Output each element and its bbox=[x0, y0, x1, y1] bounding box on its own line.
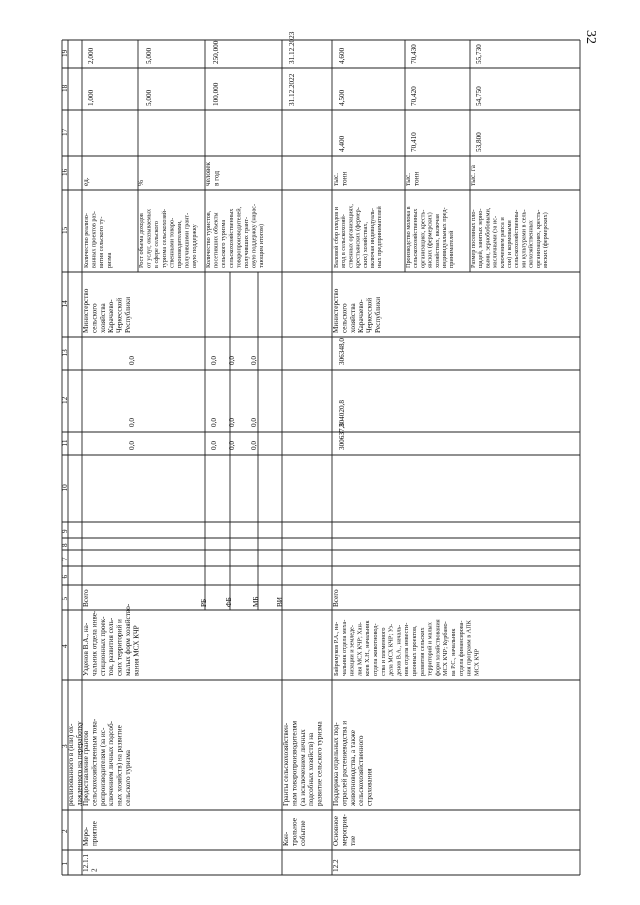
indicator-text: щадей, занятых зерно- bbox=[477, 208, 485, 268]
funding-source: РБ bbox=[200, 598, 208, 607]
row-number: 2 bbox=[90, 868, 99, 872]
column-number: 13 bbox=[61, 349, 69, 357]
value-c11: 0,0 bbox=[228, 441, 236, 450]
indicator-c19: 250,000 bbox=[212, 40, 220, 64]
indicator-text: получившими грант- bbox=[183, 212, 191, 268]
executor: сельского bbox=[90, 303, 99, 333]
row-number: 12.1.1 bbox=[82, 854, 90, 872]
measure-name: сельскохозяйственным това- bbox=[90, 718, 99, 806]
value-c12: 0,0 bbox=[128, 418, 136, 427]
column-number: 16 bbox=[61, 168, 69, 176]
indicator-text: от услуг, оказываемых bbox=[145, 208, 153, 268]
responsible-person: коев Х.Н., начальник bbox=[364, 620, 372, 676]
control-event-date: 31.12.2022 bbox=[288, 73, 296, 106]
indicator-text: янских (фермерских) bbox=[542, 212, 549, 268]
indicator-text: ключением рапса и bbox=[498, 217, 506, 268]
indicator-text: масличными (за ис- bbox=[491, 215, 499, 268]
executor: хозяйства bbox=[348, 303, 357, 333]
indicator-unit: в год bbox=[212, 170, 221, 186]
executor: Черкесской bbox=[115, 297, 124, 333]
funding-source: ФБ bbox=[225, 597, 233, 607]
indicator-text: выми, зернобобовыми, bbox=[484, 207, 492, 268]
column-number: 4 bbox=[61, 644, 69, 648]
executor: хозяйства bbox=[98, 303, 107, 333]
control-event-name: Гранты сельскохозяйствен- bbox=[282, 722, 290, 806]
responsible-person: ства и племенного bbox=[379, 627, 387, 676]
indicator-text: Рост объема доходов bbox=[138, 213, 145, 268]
indicator-text: сельскохозяйственны- bbox=[513, 209, 521, 268]
indicator-c18: 54,750 bbox=[475, 86, 483, 106]
indicator-text: ских) хозяйствах, bbox=[361, 222, 369, 268]
indicator-text: ризма bbox=[105, 252, 113, 268]
indicator-text: овую поддержку bbox=[191, 224, 199, 268]
column-number: 10 bbox=[61, 484, 69, 492]
value-c13: 0,0 bbox=[228, 356, 236, 365]
value-c11: 0,0 bbox=[210, 441, 218, 450]
control-event-name: (за исключением личных bbox=[298, 729, 307, 806]
indicator-text: крестьянских (фермер- bbox=[354, 207, 362, 268]
indicator-text: Размер посевных пло- bbox=[470, 209, 477, 268]
funding-source: МБ bbox=[252, 596, 260, 607]
indicator-text: организациях, кресть- bbox=[534, 209, 542, 268]
responsible-person: отдела финансирова- bbox=[457, 620, 465, 676]
row-type: мероприя- bbox=[340, 814, 349, 846]
indicator-text: сельскохозяйственных bbox=[227, 208, 235, 268]
indicator-c17: 70,410 bbox=[410, 132, 418, 152]
indicator-text: включая индивидуаль- bbox=[369, 208, 376, 268]
responsible-person: МСХ КЧР; Курбано- bbox=[442, 621, 450, 676]
indicator-unit: ед. bbox=[82, 177, 90, 186]
responsible-person: МСХ КЧР bbox=[473, 649, 481, 676]
executor: Министерство bbox=[332, 288, 340, 333]
responsible-person: малых форм хозяйство- bbox=[124, 603, 132, 676]
indicator-c17: 4,400 bbox=[338, 135, 346, 152]
indicator-c18: 4,500 bbox=[338, 89, 346, 106]
executor: Карачаево- bbox=[357, 299, 366, 333]
column-number: 5 bbox=[61, 596, 69, 601]
responsible-person: ва Р.С., начальник bbox=[450, 628, 457, 676]
indicator-c19: 5,000 bbox=[145, 47, 153, 64]
indicator-unit: тонн bbox=[412, 171, 421, 186]
indicator-c18: 100,000 bbox=[212, 82, 220, 106]
indicator-text: ственных организациях, bbox=[347, 204, 355, 268]
measure-name: ных хозяйств) на развитие bbox=[115, 725, 124, 806]
indicator-c19: 55,730 bbox=[475, 44, 483, 64]
indicator-text: янских (фермерских) bbox=[426, 212, 434, 268]
value-c12: 0,0 bbox=[250, 418, 258, 427]
indicator-text: сельскохозяйственных bbox=[412, 208, 420, 268]
indicator-text: организациях, кресть- bbox=[419, 209, 427, 268]
column-number: 17 bbox=[61, 128, 69, 136]
indicator-unit: тыс. га bbox=[469, 165, 477, 186]
indicator-c17: 53,800 bbox=[475, 132, 483, 152]
indicator-text: Количество туристов, bbox=[205, 210, 212, 268]
indicator-text: принимателей bbox=[448, 230, 456, 268]
indicator-text: Производство молока в bbox=[405, 206, 412, 268]
indicator-text: индивидуальных пред- bbox=[441, 207, 448, 268]
funding-source: Всего bbox=[82, 589, 90, 607]
control-event-type: трольное bbox=[290, 818, 299, 846]
responsible-person: стиционных проек- bbox=[98, 616, 107, 676]
measure-name: сельскохозяйственного bbox=[357, 735, 366, 806]
indicator-c19: 2,000 bbox=[87, 47, 95, 64]
value-c13: 0,0 bbox=[250, 356, 258, 365]
responsible-person: ник отдела инвести- bbox=[403, 622, 411, 676]
row-type: Меро- bbox=[82, 826, 90, 846]
indicator-c19: 70,430 bbox=[410, 44, 418, 64]
indicator-text: ственными товаро- bbox=[168, 217, 176, 268]
row-type: тие bbox=[348, 835, 357, 846]
column-number: 1 bbox=[61, 861, 69, 866]
indicator-text: в сфере сельского bbox=[153, 221, 161, 268]
responsible-person: Узденов В.А., на- bbox=[82, 622, 90, 676]
executor: Республики bbox=[124, 296, 132, 333]
funding-source: ВИ bbox=[276, 597, 284, 607]
responsible-person: чальник отдела меха- bbox=[340, 619, 348, 676]
responsible-person: форм хозяйствования bbox=[434, 619, 442, 676]
responsible-person: развития сельских bbox=[418, 627, 426, 676]
value-c11: 300637,8 bbox=[338, 423, 346, 450]
indicator-c18: 5,000 bbox=[145, 89, 153, 106]
responsible-person: отдела животновод- bbox=[372, 623, 379, 676]
header-cell-text: лажденного на переработку bbox=[75, 721, 84, 806]
executor: Министерство bbox=[82, 288, 90, 333]
column-number: 9 bbox=[61, 529, 69, 533]
responsible-person: вания МСХ КЧР bbox=[132, 625, 141, 676]
value-c11: 0,0 bbox=[250, 441, 258, 450]
indicator-unit: тыс. bbox=[404, 173, 412, 186]
responsible-person: территорий и малых bbox=[426, 622, 434, 676]
indicator-text: Количество реализо- bbox=[83, 213, 90, 268]
indicator-text: сельского туризма bbox=[220, 219, 228, 268]
indicator-text: сои) и кормовыми bbox=[506, 220, 513, 268]
responsible-person: ских территорий и bbox=[115, 619, 124, 676]
column-number: 14 bbox=[61, 300, 69, 308]
control-event-name: подсобных хозяйств) на bbox=[307, 732, 316, 806]
value-c13: 0,0 bbox=[210, 356, 218, 365]
column-number: 2 bbox=[61, 829, 69, 833]
indicator-text: туризма сельскохозяй- bbox=[160, 208, 168, 268]
responsible-person: денов В.А., началь- bbox=[395, 624, 403, 676]
control-event-date: 31.12.2023 bbox=[288, 31, 296, 64]
indicator-text: посетивших объекты bbox=[212, 212, 220, 268]
measure-name: Предоставление грантов bbox=[82, 730, 90, 806]
column-number: 8 bbox=[61, 543, 69, 547]
measure-name: ключением личных подсоб- bbox=[107, 720, 116, 806]
column-number: 19 bbox=[61, 49, 69, 57]
responsible-person: Байрамуков Р.А., на- bbox=[333, 621, 340, 676]
value-c13: 0,0 bbox=[128, 356, 136, 365]
responsible-person: чальник отдела инве- bbox=[90, 610, 99, 676]
indicator-text: ягод в сельскохозяй- bbox=[340, 214, 348, 268]
column-number: 12 bbox=[61, 396, 69, 404]
measure-name: животноводства, а также bbox=[348, 730, 357, 806]
indicator-unit: человек bbox=[204, 161, 212, 186]
indicator-text: ных предпринимателей bbox=[376, 206, 384, 268]
control-event-name: развитие сельского туризма bbox=[315, 721, 324, 806]
executor: Карачаево- bbox=[107, 299, 116, 333]
indicator-c18: 70,420 bbox=[410, 86, 418, 106]
table-text bbox=[61, 31, 549, 872]
row-number: 12.2 bbox=[332, 859, 340, 872]
indicator-text: Валовой сбор плодов и bbox=[333, 207, 340, 268]
value-c12: 0,0 bbox=[210, 418, 218, 427]
value-c12: 304020,8 bbox=[338, 400, 346, 427]
row-type: приятие bbox=[90, 821, 99, 846]
responsible-person: ционных проектов, bbox=[411, 625, 418, 676]
column-number: 15 bbox=[61, 226, 69, 234]
funding-source: Всего bbox=[332, 589, 340, 607]
measure-name: ропроизводителям (за ис- bbox=[98, 727, 107, 806]
executor: сельского bbox=[340, 303, 349, 333]
measure-name: Поддержка отдельных под- bbox=[332, 722, 340, 806]
column-number: 6 bbox=[61, 574, 69, 579]
indicator-unit: тонн bbox=[340, 171, 349, 186]
control-event-type: Кон- bbox=[282, 831, 290, 846]
column-number: 11 bbox=[61, 439, 69, 447]
indicator-text: ми культурами в сель- bbox=[520, 209, 528, 268]
executor: Черкесской bbox=[365, 297, 374, 333]
control-event-name: ным товаропроизводителям bbox=[290, 720, 299, 806]
indicator-text: производителями, bbox=[176, 220, 183, 268]
indicator-text: получивших грант- bbox=[243, 216, 250, 268]
measure-name: сельского туризма bbox=[124, 750, 132, 806]
indicator-unit: % bbox=[137, 180, 145, 186]
responsible-person: низации и земледе- bbox=[348, 625, 356, 676]
value-c11: 0,0 bbox=[128, 441, 136, 450]
responsible-person: дела МСХ КЧР; Уз- bbox=[387, 623, 395, 676]
executor: Республики bbox=[374, 296, 382, 333]
indicator-text: вития сельского ту- bbox=[98, 216, 106, 268]
row-type: Основное bbox=[332, 816, 340, 846]
indicator-text: скохозяйственных bbox=[527, 220, 535, 268]
page-number: 32 bbox=[583, 30, 598, 44]
control-event-type: событие bbox=[298, 820, 307, 846]
indicator-unit: тыс. bbox=[332, 173, 340, 186]
measure-name: отраслей растениеводства и bbox=[340, 720, 349, 806]
indicator-c18: 1,000 bbox=[87, 89, 95, 106]
indicator-text: ванных проектов раз- bbox=[90, 211, 98, 268]
responsible-person: лия МСХ КЧР; Хан- bbox=[356, 622, 364, 676]
column-number: 7 bbox=[61, 557, 69, 561]
indicator-text: товаропроизводителей, bbox=[235, 206, 243, 268]
value-c12: 0,0 bbox=[228, 418, 236, 427]
value-c13: 306348,0 bbox=[338, 338, 346, 365]
column-number: 18 bbox=[61, 84, 69, 92]
indicator-text: хозяйствах, включая bbox=[433, 214, 441, 268]
column-number: 3 bbox=[61, 744, 69, 748]
indicator-text: тающим итогом) bbox=[258, 223, 266, 268]
measure-name: страхования bbox=[365, 768, 374, 806]
indicator-text: овую поддержку (нарас- bbox=[250, 203, 258, 268]
responsible-person: ния программ в АПК bbox=[465, 620, 473, 676]
indicator-c19: 4,600 bbox=[338, 47, 346, 64]
responsible-person: тов, развития сель- bbox=[107, 617, 116, 676]
header-cell-text: реализованного в (или) ох- bbox=[67, 723, 75, 806]
